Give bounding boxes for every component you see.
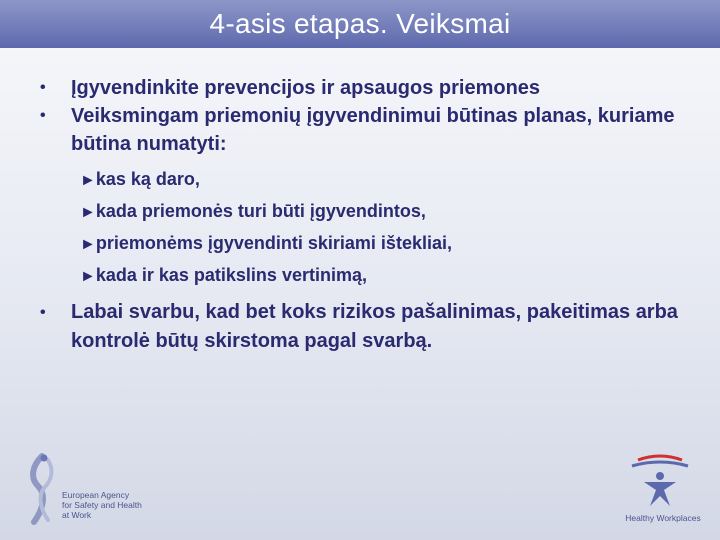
slide-title: 4-asis etapas. Veiksmai <box>209 8 511 39</box>
bullet-dot: • <box>40 304 46 321</box>
bullet-2-text: Veiksmingam priemonių įgyvendinimui būtinas planas, kuriame būtina numatyti: <box>71 105 675 155</box>
title-bar <box>0 0 720 48</box>
sub-item-1-text: kas ką daro, <box>95 169 200 189</box>
bullet-2 <box>40 102 690 158</box>
healthy-workplaces-mark-icon <box>612 452 708 512</box>
sub-item-4-text: kada ir kas patikslins vertinimą, <box>95 265 367 285</box>
eu-osha-logo-text <box>62 490 142 520</box>
bullet-1 <box>40 74 690 102</box>
arrow-icon: ► <box>80 172 96 189</box>
eu-osha-mark-icon <box>24 452 64 528</box>
eu-osha-line-1: European Agency <box>62 490 130 500</box>
eu-osha-logo <box>24 452 144 528</box>
bullet-dot: • <box>40 107 46 124</box>
healthy-workplaces-logo <box>612 452 708 530</box>
slide-content <box>40 74 690 356</box>
sub-list <box>80 164 690 292</box>
arrow-icon: ► <box>80 268 96 285</box>
eu-osha-line-3: at Work <box>62 510 92 520</box>
bullet-dot: • <box>40 79 46 96</box>
sub-item-4 <box>80 260 690 292</box>
arrow-icon: ► <box>80 204 96 221</box>
eu-osha-line-2: for Safety and Health <box>62 500 142 510</box>
healthy-workplaces-text: Healthy Workplaces <box>625 513 701 523</box>
sub-item-1 <box>80 164 690 196</box>
sub-item-2-text: kada priemonės turi būti įgyvendintos, <box>95 201 426 221</box>
sub-item-2 <box>80 196 690 228</box>
sub-item-3 <box>80 228 690 260</box>
arrow-icon: ► <box>80 236 96 253</box>
bullet-3-text: Labai svarbu, kad bet koks rizikos pašalinimas, pakeitimas arba kontrolė būtų skirstoma pagal svarbą. <box>71 301 678 352</box>
bullet-3 <box>40 298 690 356</box>
sub-item-3-text: priemonėms įgyvendinti skiriami ištekliai, <box>95 233 452 253</box>
bullet-1-text: Įgyvendinkite prevencijos ir apsaugos priemones <box>71 77 541 99</box>
